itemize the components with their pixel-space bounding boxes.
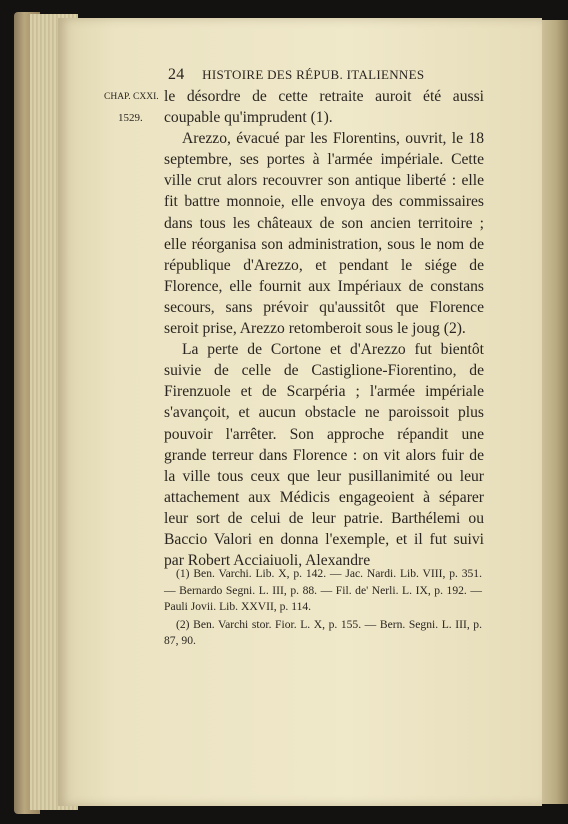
footnotes (164, 566, 482, 651)
footnote-2: (2) Ben. Varchi stor. Fior. L. X, p. 155. — Bern. Segni. L. III, p. 87, 90. (164, 617, 482, 648)
paragraph-3: La perte de Cortone et d'Arezzo fut bientôt suivie de celle de Castiglione-Fiorentino, de Firenzuole et de Scarpéria ; l'armée impériale s'avançoit, et aucun obstacle ne paroissoit plus pouvoir l'arrêter. Son approche répandit une grande terreur dans Florence : on vit alors fuir de la ville tous ceux que leur pusillanimité ou leur attachement aux Médicis engageoient à séparer leur sort de celui de leur patrie. Barthélemi ou Baccio Valori en donna l'exemple, et il fut suivi par Robert Acciaiuoli, Alexandre (164, 341, 484, 570)
paragraph-1: le désordre de cette retraite auroit été aussi coupable qu'imprudent (1). (164, 88, 484, 127)
main-text (164, 86, 484, 571)
facing-page-edge (540, 20, 568, 804)
page-number: 24 (168, 66, 185, 83)
running-header (168, 66, 498, 86)
running-head-title: HISTOIRE DES RÉPUB. ITALIENNES (202, 67, 425, 82)
margin-chapter-note: CHAP. CXXI. (104, 92, 159, 102)
footnote-1: (1) Ben. Varchi. Lib. X, p. 142. — Jac. Nardi. Lib. VIII, p. 351. — Bernardo Segni. L. III, p. 88. — Fil. de' Nerli. L. IX, p. 192. — Pauli Jovii. Lib. XXVII, p. 114. (164, 567, 482, 614)
margin-year-note: 1529. (118, 112, 143, 124)
paragraph-2: Arezzo, évacué par les Florentins, ouvrit, le 18 septembre, ses portes à l'armée impériale. Cette ville crut alors recouvrer son antique liberté : elle fit battre monnoie, elle envoya des commissaires dans tous les châteaux de son ancien territoire ; elle réorganisa son administration, sous le nom de république d'Arezzo, et pendant le siége de Florence, elle fournit aux Impériaux de constans secours, sans prévoir qu'aussitôt que Florence seroit prise, Arezzo retomberoit sous le joug (2). (164, 130, 484, 338)
